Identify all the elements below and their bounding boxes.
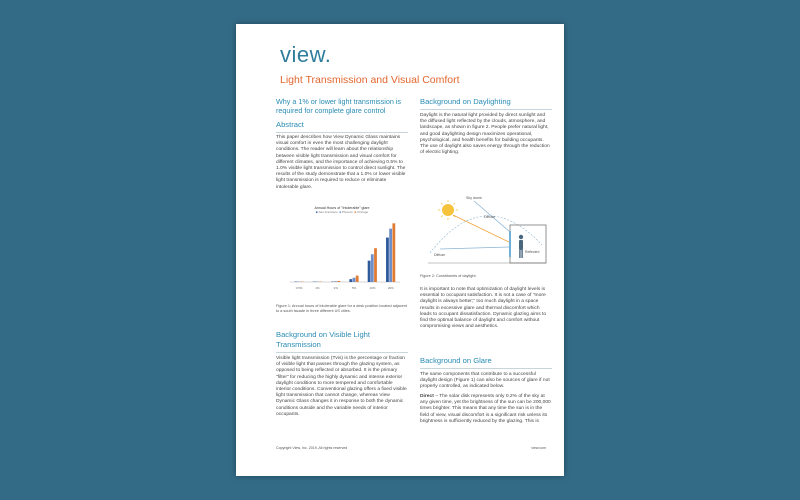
- bar: [374, 248, 377, 282]
- chart-title: Annual Hours of "Intolerable" glare: [314, 206, 370, 210]
- document-page: [236, 24, 564, 476]
- bar: [353, 278, 356, 282]
- label-diffuse-left: Diffuse: [434, 253, 446, 257]
- direct-paragraph: [420, 394, 552, 425]
- tick-label: 5%: [351, 286, 357, 290]
- view-logo: view.: [280, 42, 332, 67]
- daylight-heading: Background on Daylighting: [420, 97, 552, 110]
- direct-label: Direct: [420, 394, 434, 399]
- bar: [392, 223, 395, 282]
- intro-heading: Why a 1% or lower light transmission is required for complete glare control: [276, 97, 402, 115]
- legend-chi: ■ Chicago: [354, 210, 369, 214]
- daylight-diagram: [424, 187, 550, 269]
- daylight-text-2: It is important to note that optimization of daylight levels is essential to occupant satisfaction. It is not a case of "more daylight is always better;" too much daylight in a space results in excessive glare and thermal discomfort which leads to occupant dissatisfaction. Dynamic glazing aims to find the optimal balance of daylight and comfort without compromising views and aesthetics.: [420, 287, 547, 330]
- direct-text: – The solar disk represents only 0.2% of the sky at any given time, yet the brightness of the sun can be 200,000 times brighter. This means that any time the sun is in the field of view, visual discomfort is a significant risk unless its brightness is sufficiently reduced by the glazing. This is: [420, 394, 551, 424]
- bar: [356, 276, 359, 282]
- bar: [334, 281, 337, 282]
- footer-copyright: Copyright View, Inc. 2019, All rights reserved: [276, 446, 348, 450]
- diffuse-ray-left: [440, 247, 510, 249]
- vlt-heading: Background on Visible Light Transmission: [276, 330, 408, 353]
- tick-label: 0.5%: [295, 286, 303, 290]
- daylight-text: Daylight is the natural light provided by direct sunlight and the diffused light reflected by the clouds, atmosphere, and landscape, as shown in figure 2. People prefer natural light, and good daylighting design maximizes operational, psychological, and health benefits for building occupants. The use of daylight also saves energy through the reduction of electric lighting.: [420, 113, 550, 156]
- figure1-caption: Figure 1: Annual hours of intolerable glare for a desk position located adjacent to a south facade in three different US cities.: [276, 304, 408, 313]
- label-diffuse-top: Diffuse: [484, 215, 496, 219]
- document-title: Light Transmission and Visual Comfort: [280, 74, 460, 86]
- abstract-heading: Abstract: [276, 120, 408, 133]
- direct-ray: [453, 215, 511, 243]
- tick-label: 2%: [333, 286, 339, 290]
- glare-heading: Background on Glare: [420, 356, 552, 369]
- abstract-text: This paper describes how View Dynamic Glass maintains visual comfort in even the most challenging daylight conditions. The reader will learn about the relationship between visible light transmission and visual comfort for different climates, and the importance of achieving 0.5% to 1.0% visible light transmission to control direct sunlight. The results of the study demonstrate that a 1.0% or lower visible light transmission is required to reduce or eliminate intolerable glare.: [276, 135, 406, 190]
- figure2-caption: Figure 2: Constituents of daylight.: [420, 274, 477, 278]
- bar-chart: [280, 214, 404, 294]
- vlt-text: Visible light transmission (Tvis) is the percentage or fraction of visible light that passes through the glazing system, as opposed to being reflected or absorbed. It is the primary "filter" for reducing the highly dynamic and intense exterior daylight conditions to more tempered and comfortable interior conditions. Conventional glazing offers a fixed visible light transmission that cannot change, whereas View Dynamic Glass changes it in response to both the dynamic conditions outside and the variable needs of interior occupants.: [276, 356, 407, 417]
- tick-label: 1%: [315, 286, 320, 290]
- room-outline: [510, 225, 546, 263]
- bar: [389, 229, 392, 282]
- bar: [371, 254, 374, 282]
- legend-sf: ■ San Francisco: [315, 210, 338, 214]
- glare-text: The same components that contribute to a successful daylight design (Figure 1) can also be sources of glare if not properly controlled, as indicated below.: [420, 372, 550, 390]
- footer-url: view.com: [531, 446, 546, 450]
- figure1-chart: [280, 206, 404, 302]
- label-reflected: Reflected: [525, 250, 540, 254]
- legend-phx: ■ Phoenix: [339, 210, 353, 214]
- bar: [386, 238, 389, 282]
- tick-label: 10%: [369, 286, 376, 290]
- bar: [368, 261, 371, 282]
- sun-icon: [438, 200, 458, 220]
- bar: [349, 279, 352, 282]
- label-sky-dome: Sky dome: [466, 196, 482, 200]
- occupant-icon: [519, 235, 523, 258]
- tick-label: 20%: [387, 286, 394, 290]
- bar: [337, 281, 340, 282]
